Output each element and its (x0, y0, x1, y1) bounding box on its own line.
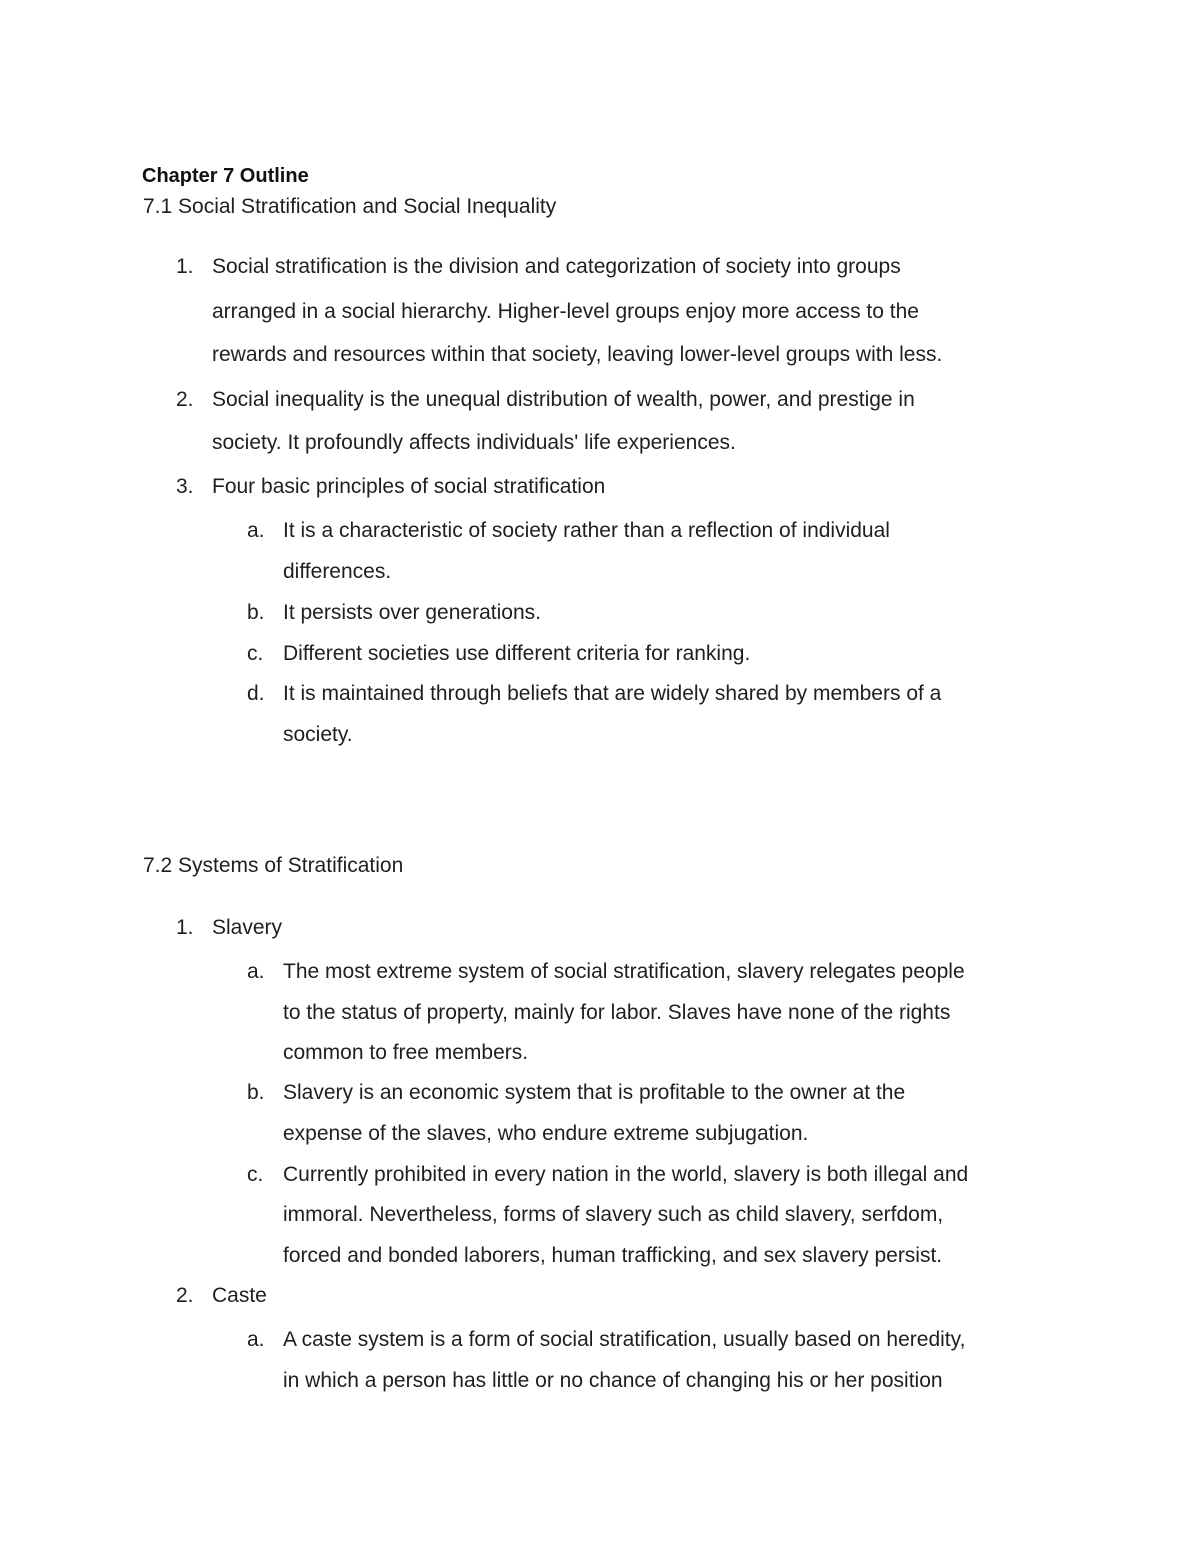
sublist-marker: a. (247, 519, 265, 542)
section-heading-7-2: 7.2 Systems of Stratification (143, 854, 404, 877)
list-item-line: rewards and resources within that society, leaving lower-level groups with less. (212, 343, 943, 366)
sublist-marker: b. (247, 1081, 265, 1104)
document-title: Chapter 7 Outline (142, 165, 309, 187)
sublist-item-line: forced and bonded laborers, human trafficking, and sex slavery persist. (283, 1244, 943, 1267)
list-item-line: Social inequality is the unequal distribution of wealth, power, and prestige in (212, 388, 915, 411)
list-item-line: arranged in a social hierarchy. Higher-level groups enjoy more access to the (212, 300, 919, 323)
list-item-line: society. It profoundly affects individuals' life experiences. (212, 431, 736, 454)
sublist-item-line: differences. (283, 560, 392, 583)
sublist-marker: c. (247, 642, 264, 665)
list-marker: 2. (176, 388, 194, 411)
list-item-line: Caste (212, 1284, 267, 1307)
sublist-item-line: Slavery is an economic system that is profitable to the owner at the (283, 1081, 906, 1104)
sublist-marker: c. (247, 1163, 264, 1186)
sublist-marker: d. (247, 682, 265, 705)
sublist-item-line: Different societies use different criteria for ranking. (283, 642, 751, 665)
sublist-item-line: common to free members. (283, 1041, 529, 1064)
sublist-marker: b. (247, 601, 265, 624)
sublist-marker: a. (247, 1328, 265, 1351)
sublist-item-line: It is a characteristic of society rather than a reflection of individual (283, 519, 890, 542)
list-item-line: Four basic principles of social stratification (212, 475, 606, 498)
section-heading-7-1: 7.1 Social Stratification and Social Inequality (143, 195, 557, 218)
sublist-item-line: A caste system is a form of social stratification, usually based on heredity, (283, 1328, 966, 1351)
sublist-item-line: society. (283, 723, 353, 746)
sublist-item-line: immoral. Nevertheless, forms of slavery such as child slavery, serfdom, (283, 1203, 944, 1226)
sublist-item-line: The most extreme system of social stratification, slavery relegates people (283, 960, 965, 983)
list-marker: 1. (176, 255, 194, 278)
sublist-item-line: It persists over generations. (283, 601, 541, 624)
sublist-item-line: expense of the slaves, who endure extreme subjugation. (283, 1122, 809, 1145)
list-marker: 2. (176, 1284, 194, 1307)
sublist-marker: a. (247, 960, 265, 983)
sublist-item-line: Currently prohibited in every nation in the world, slavery is both illegal and (283, 1163, 969, 1186)
list-marker: 3. (176, 475, 194, 498)
sublist-item-line: to the status of property, mainly for labor. Slaves have none of the rights (283, 1001, 951, 1024)
list-marker: 1. (176, 916, 194, 939)
sublist-item-line: It is maintained through beliefs that are widely shared by members of a (283, 682, 942, 705)
sublist-item-line: in which a person has little or no chance of changing his or her position (283, 1369, 943, 1392)
list-item-line: Social stratification is the division and categorization of society into groups (212, 255, 901, 278)
list-item-line: Slavery (212, 916, 283, 939)
